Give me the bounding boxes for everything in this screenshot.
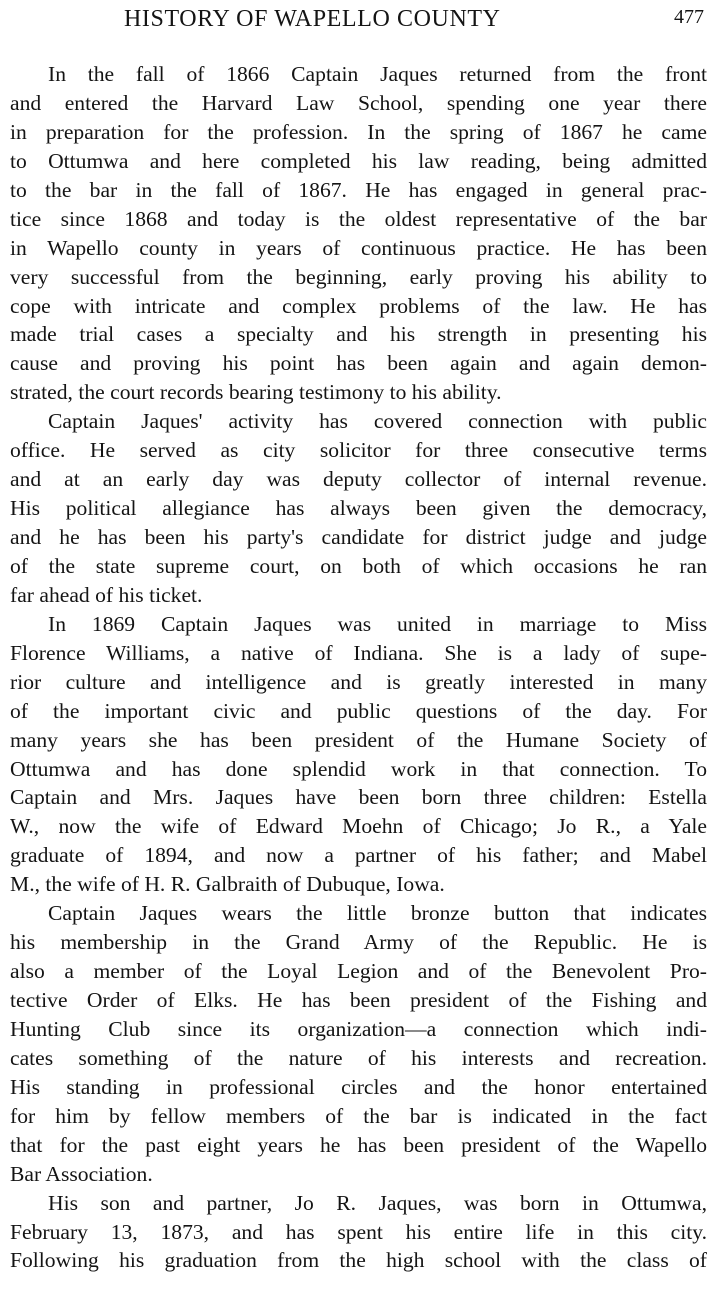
text-line: of the important civic and public questions of the day. For xyxy=(10,698,707,723)
text-line: M., the wife of H. R. Galbraith of Dubuque, Iowa. xyxy=(10,872,445,897)
page-number: 477 xyxy=(674,6,704,28)
text-line: Captain and Mrs. Jaques have been born three children: Estella xyxy=(10,785,707,810)
running-head xyxy=(0,4,716,38)
text-line: Hunting Club since its organization—a connection which indi- xyxy=(10,1016,707,1041)
text-line: cause and proving his point has been again and again demon- xyxy=(10,351,707,376)
running-title: HISTORY OF WAPELLO COUNTY xyxy=(124,6,501,32)
text-line: W., now the wife of Edward Moehn of Chicago; Jo R., a Yale xyxy=(10,814,707,839)
text-line: tice since 1868 and today is the oldest representative of the bar xyxy=(10,206,707,231)
text-line: his membership in the Grand Army of the Republic. He is xyxy=(10,930,707,955)
text-line: In 1869 Captain Jaques was united in marriage to Miss xyxy=(48,611,707,636)
text-line: and he has been his party's candidate for district judge and judge xyxy=(10,525,707,549)
text-line: very successful from the beginning, early proving his ability to xyxy=(10,264,707,289)
text-line: in preparation for the profession. In the spring of 1867 he came xyxy=(10,119,707,144)
text-line: Following his graduation from the high school with the class of xyxy=(10,1248,707,1273)
paragraph xyxy=(10,60,707,407)
paragraph xyxy=(10,610,707,899)
text-line: and entered the Harvard Law School, spending one year there xyxy=(10,90,707,115)
text-line: for him by fellow members of the bar is indicated in the fact xyxy=(10,1103,707,1128)
text-line: strated, the court records bearing testimony to his ability. xyxy=(10,380,502,405)
text-line: to the bar in the fall of 1867. He has engaged in general prac- xyxy=(10,177,707,202)
paragraph xyxy=(10,407,707,610)
text-line: Bar Association. xyxy=(10,1161,153,1186)
text-line: rior culture and intelligence and is greatly interested in many xyxy=(10,669,707,694)
text-line: cope with intricate and complex problems of the law. He has xyxy=(10,293,707,318)
text-line: Captain Jaques wears the little bronze button that indicates xyxy=(48,901,707,926)
text-line: cates something of the nature of his interests and recreation. xyxy=(10,1045,707,1070)
text-line: Ottumwa and has done splendid work in that connection. To xyxy=(10,756,707,781)
text-line: that for the past eight years he has been president of the Wapello xyxy=(10,1132,707,1157)
text-line: tective Order of Elks. He has been president of the Fishing and xyxy=(10,988,707,1012)
text-line: In the fall of 1866 Captain Jaques returned from the front xyxy=(48,62,707,86)
text-line: Florence Williams, a native of Indiana. She is a lady of supe- xyxy=(10,640,707,665)
text-line: to Ottumwa and here completed his law reading, being admitted xyxy=(10,148,707,173)
text-line: far ahead of his ticket. xyxy=(10,582,203,607)
text-line: in Wapello county in years of continuous practice. He has been xyxy=(10,235,707,260)
text-line: His political allegiance has always been given the democracy, xyxy=(10,496,707,521)
text-line: made trial cases a specialty and his strength in presenting his xyxy=(10,322,707,347)
body-text xyxy=(10,60,707,1275)
text-line: February 13, 1873, and has spent his entire life in this city. xyxy=(10,1219,707,1244)
paragraph xyxy=(10,899,707,1188)
text-line: many years she has been president of the Humane Society of xyxy=(10,727,707,752)
text-line: of the state supreme court, on both of which occasions he ran xyxy=(10,553,707,578)
paragraph xyxy=(10,1189,707,1276)
text-line: His standing in professional circles and the honor entertained xyxy=(10,1074,707,1099)
text-line: office. He served as city solicitor for three consecutive terms xyxy=(10,438,707,463)
text-line: and at an early day was deputy collector of internal revenue. xyxy=(10,467,707,492)
text-line: graduate of 1894, and now a partner of his father; and Mabel xyxy=(10,843,707,868)
text-line: also a member of the Loyal Legion and of the Benevolent Pro- xyxy=(10,959,707,984)
text-line: Captain Jaques' activity has covered connection with public xyxy=(48,409,707,434)
text-line: His son and partner, Jo R. Jaques, was born in Ottumwa, xyxy=(48,1190,707,1215)
